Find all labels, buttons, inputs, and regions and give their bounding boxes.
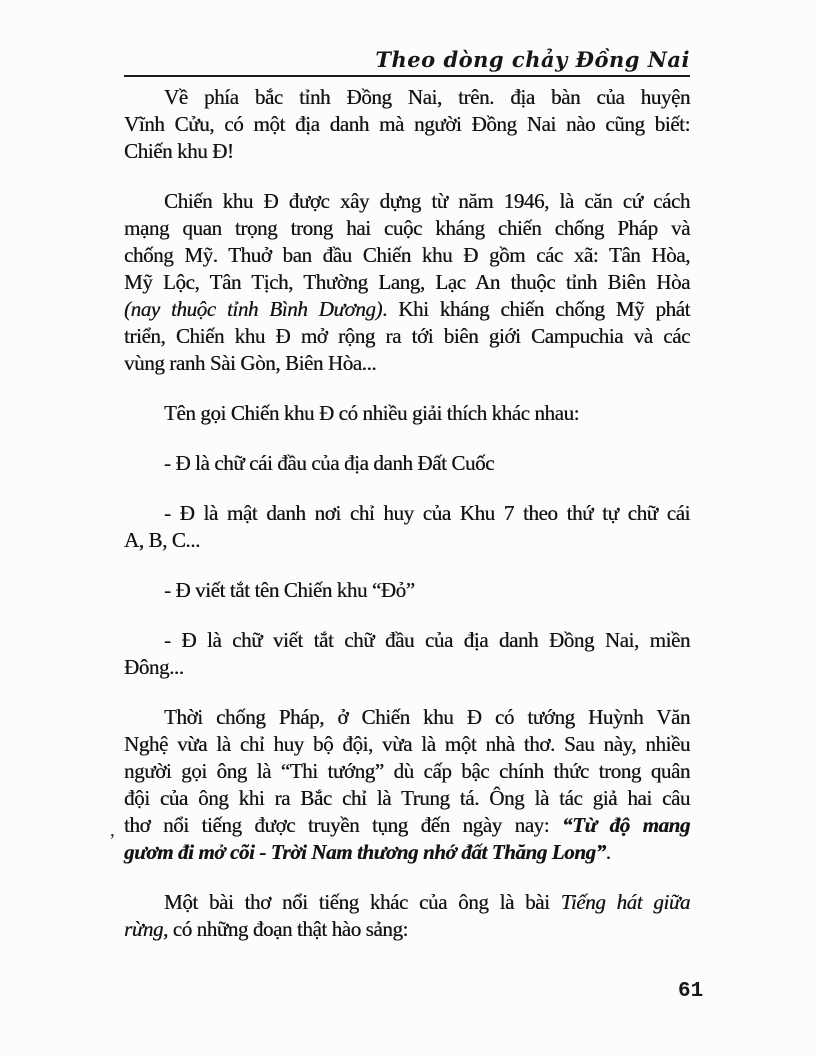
body-text-run: Tên gọi Chiến khu Đ có nhiều giải thích khác nhau: xyxy=(164,401,580,425)
body-text-run: Chiến khu Đ! xyxy=(124,139,234,163)
text-line xyxy=(124,111,690,138)
body-text-run: chống Mỹ. Thuở ban đầu Chiến khu Đ gồm các xã: Tân Hòa, xyxy=(124,243,690,267)
paragraph xyxy=(124,627,690,681)
paragraph xyxy=(124,577,690,604)
body-text-run: Nghệ vừa là chỉ huy bộ đội, vừa là một nhà thơ. Sau này, nhiều xyxy=(124,732,690,756)
italic-text: rừng xyxy=(124,917,164,941)
paragraph xyxy=(124,400,690,427)
text-line xyxy=(124,839,690,866)
text-line xyxy=(124,450,690,477)
body-text-run: người gọi ông là “Thi tướng” dù cấp bậc chính thức trong quân xyxy=(124,759,690,783)
body-text-run: - Đ viết tắt tên Chiến khu “Đỏ” xyxy=(164,578,415,602)
body-text-run: mạng quan trọng trong hai cuộc kháng chiến chống Pháp và xyxy=(124,216,690,240)
body-text-run: vùng ranh Sài Gòn, Biên Hòa... xyxy=(124,351,377,375)
text-line xyxy=(124,527,690,554)
text-line xyxy=(124,704,690,731)
body-text-run: Vĩnh Cửu, có một địa danh mà người Đồng Nai nào cũng biết: xyxy=(124,112,690,136)
body-text-run: A, B, C... xyxy=(124,528,200,552)
text-line xyxy=(124,323,690,350)
body-text-run: , có những đoạn thật hào sảng: xyxy=(163,917,408,941)
body-text-run: thơ nổi tiếng được truyền tụng đến ngày nay: xyxy=(124,813,562,837)
quoted-verse-text: “Từ độ mang xyxy=(562,813,690,837)
text-line xyxy=(124,500,690,527)
paragraph xyxy=(124,500,690,554)
page-content xyxy=(124,47,690,943)
body-text-run: Mỹ Lộc, Tân Tịch, Thường Lang, Lạc An thuộc tỉnh Biên Hòa xyxy=(124,270,690,294)
text-line xyxy=(124,400,690,427)
text-line xyxy=(124,758,690,785)
text-line xyxy=(124,215,690,242)
margin-stray-mark: , xyxy=(110,820,115,841)
text-line xyxy=(124,654,690,681)
paragraph xyxy=(124,84,690,165)
text-line xyxy=(124,242,690,269)
italic-text: Tiếng hát giữa xyxy=(560,890,690,914)
body-text-run: triển, Chiến khu Đ mở rộng ra tới biên giới Campuchia và các xyxy=(124,324,690,348)
text-line xyxy=(124,138,690,165)
text-line xyxy=(124,296,690,323)
paragraph xyxy=(124,450,690,477)
body-text-run: - Đ là chữ viết tắt chữ đầu của địa danh Đồng Nai, miền xyxy=(164,628,690,652)
text-line xyxy=(124,889,690,916)
text-line xyxy=(124,785,690,812)
paragraph xyxy=(124,889,690,943)
text-body xyxy=(124,84,690,943)
paragraph xyxy=(124,188,690,377)
body-text-run: Một bài thơ nổi tiếng khác của ông là bài xyxy=(164,890,561,914)
text-line xyxy=(124,916,690,943)
text-line xyxy=(124,731,690,758)
quoted-verse-text: gươm đi mở cõi - Trời Nam thương nhớ đất Thăng Long” xyxy=(124,840,606,864)
body-text-run: đội của ông khi ra Bắc chỉ là Trung tá. Ông là tác giả hai câu xyxy=(124,786,690,810)
body-text-run: . xyxy=(605,840,611,864)
text-line xyxy=(124,84,690,111)
text-line xyxy=(124,577,690,604)
body-text-run: . Khi kháng chiến chống Mỹ phát xyxy=(382,297,690,321)
text-line xyxy=(124,269,690,296)
paragraph xyxy=(124,704,690,866)
page-number: 61 xyxy=(678,980,704,1003)
body-text-run: Về phía bắc tỉnh Đồng Nai, trên. địa bàn của huyện xyxy=(164,85,690,109)
body-text-run: Đông... xyxy=(124,655,184,679)
italic-text: (nay thuộc tỉnh Bình Dương) xyxy=(124,297,383,321)
body-text-run: Chiến khu Đ được xây dựng từ năm 1946, là căn cứ cách xyxy=(164,189,690,213)
body-text-run: Thời chống Pháp, ở Chiến khu Đ có tướng Huỳnh Văn xyxy=(164,705,690,729)
text-line xyxy=(124,812,690,839)
body-text-run: - Đ là chữ cái đầu của địa danh Đất Cuốc xyxy=(164,451,495,475)
text-line xyxy=(124,627,690,654)
header-rule xyxy=(124,75,690,77)
running-header-title: Theo dòng chảy Đồng Nai xyxy=(375,47,690,72)
text-line xyxy=(124,350,690,377)
text-line xyxy=(124,188,690,215)
body-text-run: - Đ là mật danh nơi chỉ huy của Khu 7 theo thứ tự chữ cái xyxy=(164,501,690,525)
